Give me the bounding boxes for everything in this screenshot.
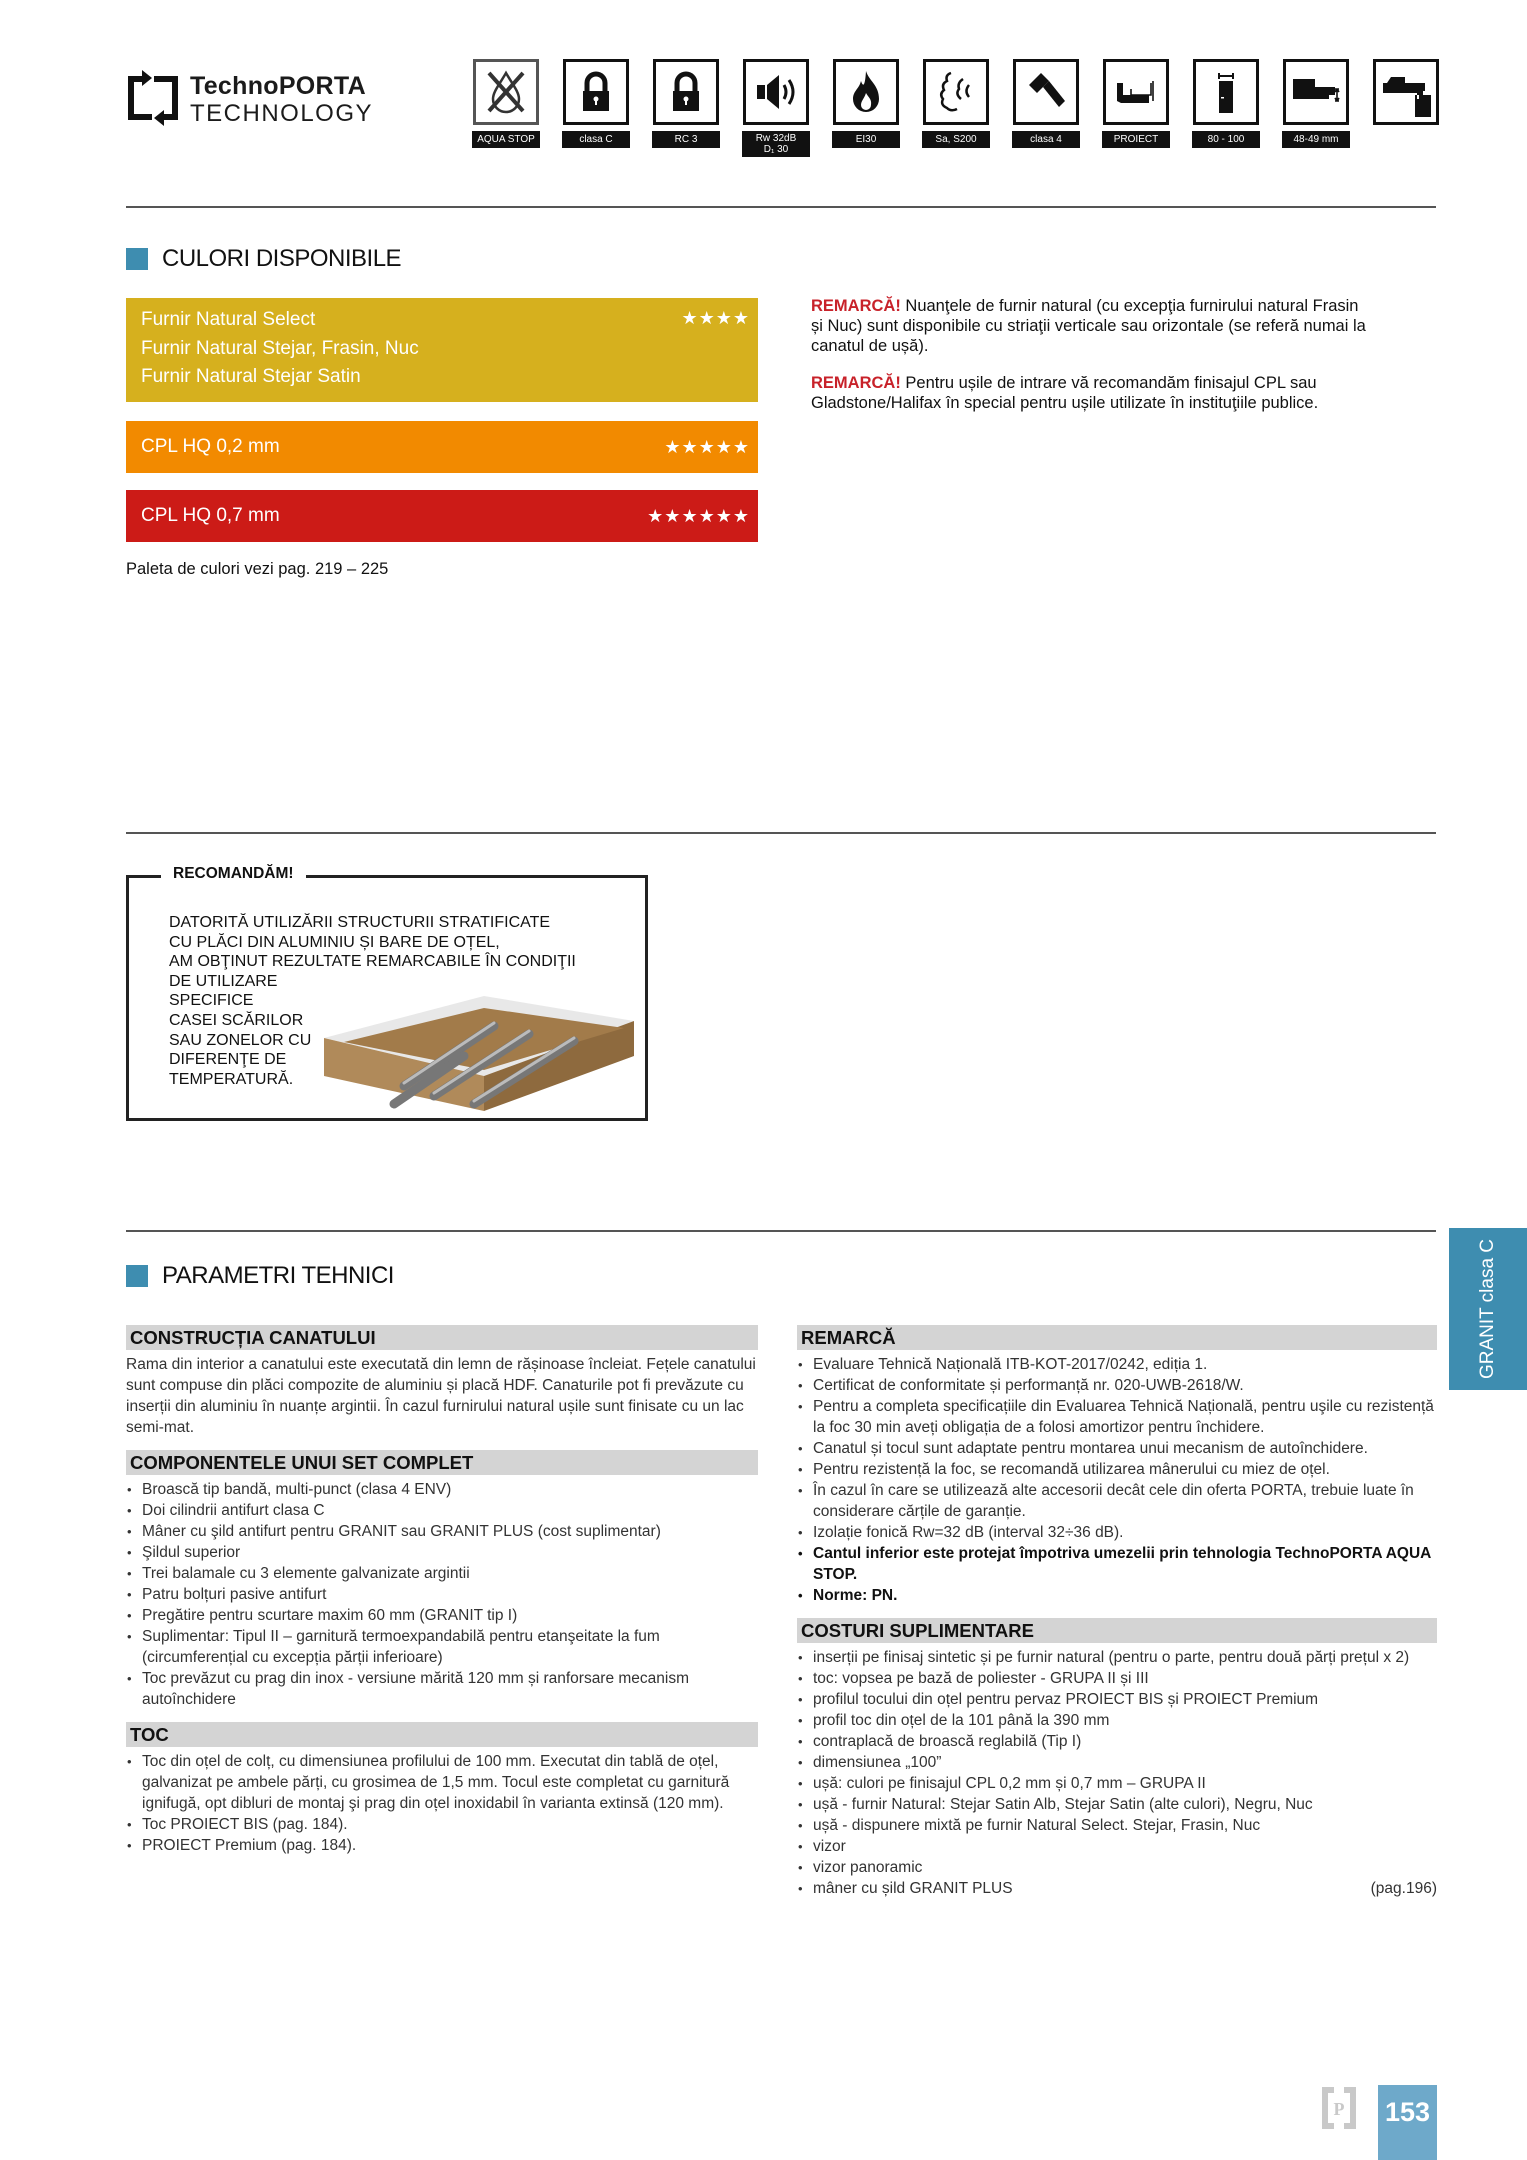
list-item: • ușă - dispunere mixtă pe furnir Natural Select. Stejar, Frasin, Nuc — [797, 1815, 1437, 1836]
hammer-icon — [1019, 65, 1073, 119]
rebate-profile-icon — [1379, 65, 1433, 119]
feature-ei30 — [830, 59, 902, 157]
list-item: • profilul tocului din oțel pentru pervaz PROIECT BIS și PROIECT Premium — [797, 1689, 1437, 1710]
feature-sound — [740, 59, 812, 157]
section-marker — [126, 248, 148, 270]
list-item: • Izolație fonică Rw=32 dB (interval 32÷36 dB). — [797, 1522, 1437, 1543]
color-bar-cpl-02: CPL HQ 0,2 mm ★★★★★ — [126, 421, 758, 473]
list-item: • Broască tip bandă, multi-punct (clasa 4 ENV) — [126, 1479, 758, 1500]
page-reference: (pag.196) — [1370, 1880, 1437, 1897]
page-number: 153 — [1378, 2085, 1437, 2160]
params-left-column — [126, 1325, 758, 1868]
list-item: • Mâner cu şild antifurt pentru GRANIT sau GRANIT PLUS (cost suplimentar) — [126, 1521, 758, 1542]
feature-rebate — [1370, 59, 1442, 157]
fire-icon — [839, 65, 893, 119]
componente-header: COMPONENTELE UNUI SET COMPLET — [126, 1450, 758, 1475]
divider — [126, 832, 1436, 834]
feature-thickness — [1280, 59, 1352, 157]
feature-label: 80 - 100 — [1192, 131, 1260, 148]
logo-line1: TechnoPORTA — [190, 72, 366, 100]
aqua-stop-icon — [479, 65, 533, 119]
divider — [126, 206, 1436, 208]
svg-text:P: P — [1333, 2099, 1345, 2119]
feature-label: 48-49 mm — [1282, 131, 1350, 148]
feature-label: clasa C — [562, 131, 630, 148]
list-item: • Pregătire pentru scurtare maxim 60 mm (GRANIT tip I) — [126, 1605, 758, 1626]
list-item: • Certificat de conformitate și performanță nr. 020-UWB-2618/W. — [797, 1375, 1437, 1396]
porta-footer-logo-icon — [1320, 2085, 1358, 2131]
recommend-text: DATORITĂ UTILIZĂRII STRUCTURII STRATIFICATE CU PLĂCI DIN ALUMINIU ȘI BARE DE OȚEL, AM OBŢINUT REZULTATE REMARCABILE ÎN CONDIŢII DE UTILIZARE SPECIFICE CASEI SCĂRILOR SAU ZONELOR CU DIFERENŢE DE TEMPERATURĂ. — [169, 914, 576, 1088]
recommend-box — [126, 865, 648, 1121]
list-item: • Suplimentar: Tipul II – garnitură termoexpandabilă pentru etanşeitate la fum (circumferențial cu excepția părții inferioare) — [126, 1626, 758, 1668]
color-bar-furnir: Furnir Natural Select Furnir Natural Stejar, Frasin, Nuc Furnir Natural Stejar Satin ★★★★ — [126, 298, 758, 402]
list-item: • mâner cu șild GRANIT PLUS (pag.196) — [797, 1878, 1437, 1899]
colors-section-title: CULORI DISPONIBILE — [126, 245, 401, 273]
list-item: • Doi cilindrii antifurt clasa C — [126, 1500, 758, 1521]
toc-list — [126, 1751, 758, 1856]
rating-stars: ★★★★★ — [664, 437, 750, 457]
list-item: • Canatul și tocul sunt adaptate pentru montarea unui mecanism de autoînchidere. — [797, 1438, 1437, 1459]
logo-line2: TECHNOLOGY — [190, 100, 374, 127]
technoporta-logo — [124, 62, 384, 136]
lock-icon — [659, 65, 713, 119]
palette-note: Paleta de culori vezi pag. 219 – 225 — [126, 560, 389, 578]
rating-stars: ★★★★ — [681, 308, 750, 328]
remark-2: REMARCĂ! Pentru ușile de intrare vă recomandăm finisajul CPL sau Gladstone/Halifax în special pentru ușile utilizate în instituţiile publice. — [811, 374, 1319, 412]
params-section-title: PARAMETRI TEHNICI — [126, 1262, 394, 1290]
params-right-column — [797, 1325, 1437, 1911]
list-item: • În cazul în care se utilizează alte accesorii decât cele din oferta PORTA, trebuie luate în considerare cărțile de garanție. — [797, 1480, 1437, 1522]
smoke-icon — [929, 65, 983, 119]
remarca-list — [797, 1354, 1437, 1606]
feature-label: EI30 — [832, 131, 900, 148]
divider — [126, 1230, 1436, 1232]
list-item: • vizor panoramic — [797, 1857, 1437, 1878]
colors-remarks — [811, 296, 1371, 430]
constructie-header: CONSTRUCȚIA CANATULUI — [126, 1325, 758, 1350]
list-item: • dimensiunea „100” — [797, 1752, 1437, 1773]
list-item: • Pentru a completa specificațiile din Evaluarea Tehnică Națională, pentru uşile cu rezistență la foc 30 min aveți obligația de a folosi amortizor pentru închidere. — [797, 1396, 1437, 1438]
feature-icons-row — [470, 59, 1442, 157]
feature-clasa-c — [560, 59, 632, 157]
feature-proiect — [1100, 59, 1172, 157]
feature-label: AQUA STOP — [472, 131, 540, 148]
feature-label: Rw 32dB D₁ 30 — [742, 131, 810, 157]
list-item-bold: • Cantul inferior este protejat împotriva umezelii prin tehnologia TechnoPORTA AQUA STOP. — [797, 1543, 1437, 1585]
door-cross-section-image — [324, 986, 634, 1111]
feature-label: PROIECT — [1102, 131, 1170, 148]
feature-clasa-4 — [1010, 59, 1082, 157]
feature-label: clasa 4 — [1012, 131, 1080, 148]
list-item: • ușă: culori pe finisajul CPL 0,2 mm și 0,7 mm – GRUPA II — [797, 1773, 1437, 1794]
costuri-header: COSTURI SUPLIMENTARE — [797, 1618, 1437, 1643]
remarca-header: REMARCĂ — [797, 1325, 1437, 1350]
chapter-side-tab[interactable]: GRANIT clasa C — [1449, 1228, 1527, 1390]
list-item: • PROIECT Premium (pag. 184). — [126, 1835, 758, 1856]
door-thickness-icon — [1289, 65, 1343, 119]
remark-1: REMARCĂ! Nuanţele de furnir natural (cu excepţia furnirului natural Frasin și Nuc) sunt disponibile cu striaţii verticale sau orizontale (se referă numai la canatul de ușă). — [811, 297, 1366, 355]
list-item: • toc: vopsea pe bază de poliester - GRUPA II și III — [797, 1668, 1437, 1689]
color-bar-cpl-07: CPL HQ 0,7 mm ★★★★★★ — [126, 490, 758, 542]
technoporta-arrows-icon — [124, 66, 182, 130]
feature-width — [1190, 59, 1262, 157]
speaker-icon — [749, 65, 803, 119]
rating-stars: ★★★★★★ — [647, 506, 750, 526]
list-item: • Trei balamale cu 3 elemente galvanizate argintii — [126, 1563, 758, 1584]
list-item: • ușă - furnir Natural: Stejar Satin Alb, Stejar Satin (alte culori), Negru, Nuc — [797, 1794, 1437, 1815]
list-item: • Toc din oțel de colț, cu dimensiunea profilului de 100 mm. Executat din tablă de oțel, galvanizat pe ambele părți, cu grosimea de 1,5 mm. Tocul este completat cu garnitură ignifugă, opt dibluri de montaj şi prag din oțel inoxidabil în varianta extinsă (120 mm). — [126, 1751, 758, 1814]
feature-label: Sa, S200 — [922, 131, 990, 148]
list-item: • Evaluare Tehnică Națională ITB-KOT-2017/0242, ediția 1. — [797, 1354, 1437, 1375]
list-item-bold: • Norme: PN. — [797, 1585, 1437, 1606]
costuri-list — [797, 1647, 1437, 1899]
list-item: • vizor — [797, 1836, 1437, 1857]
frame-profile-icon — [1109, 65, 1163, 119]
list-item: • contraplacă de broască reglabilă (Tip I) — [797, 1731, 1437, 1752]
recommend-title: RECOMANDĂM! — [161, 865, 306, 883]
list-item: • Toc PROIECT BIS (pag. 184). — [126, 1814, 758, 1835]
feature-rc3 — [650, 59, 722, 157]
list-item: • Şildul superior — [126, 1542, 758, 1563]
door-width-icon — [1199, 65, 1253, 119]
list-item: • inserții pe finisaj sintetic și pe furnir natural (pentru o parte, pentru două părți prețul x 2) — [797, 1647, 1437, 1668]
lock-icon — [569, 65, 623, 119]
list-item: • Pentru rezistență la foc, se recomandă utilizarea mânerului cu miez de oțel. — [797, 1459, 1437, 1480]
list-item: • Patru bolțuri pasive antifurt — [126, 1584, 758, 1605]
feature-label: RC 3 — [652, 131, 720, 148]
list-item: • Toc prevăzut cu prag din inox - versiune mărită 120 mm și ranforsare mecanism autoînchidere — [126, 1668, 758, 1710]
feature-aqua-stop — [470, 59, 542, 157]
componente-list — [126, 1479, 758, 1710]
list-item: • profil toc din oțel de la 101 până la 390 mm — [797, 1710, 1437, 1731]
section-marker — [126, 1265, 148, 1287]
constructie-text: Rama din interior a canatului este executată din lemn de rășinoase încleiat. Fețele canatului sunt compuse din plăci compozite de aluminiu și placă HDF. Canaturile pot fi prevăzute cu inserții din aluminiu în nuanțe argintii. În cazul furnirului natural ușile sunt finisate cu un lac semi-mat. — [126, 1356, 756, 1436]
feature-smoke — [920, 59, 992, 157]
toc-header: TOC — [126, 1722, 758, 1747]
